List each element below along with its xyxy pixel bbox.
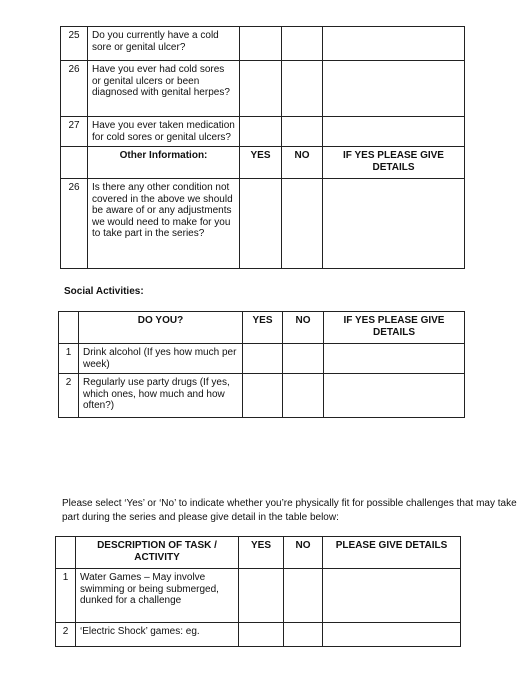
details-cell[interactable]	[323, 117, 465, 147]
yes-header: YES	[240, 147, 282, 179]
table-row	[61, 61, 465, 117]
no-cell[interactable]	[282, 27, 323, 61]
no-header: NO	[283, 312, 324, 344]
no-cell[interactable]	[282, 117, 323, 147]
table-row	[59, 344, 465, 374]
details-header: PLEASE GIVE DETAILS	[323, 537, 461, 569]
no-cell[interactable]	[284, 569, 323, 623]
question-text: Have you ever had cold sores or genital ulcers or been diagnosed with genital herpes?	[88, 61, 240, 117]
question-text: Have you ever taken medication for cold sores or genital ulcers?	[88, 117, 240, 147]
physical-challenges-table	[55, 536, 461, 647]
row-number: 2	[59, 374, 79, 418]
row-number: 25	[61, 27, 88, 61]
details-cell[interactable]	[323, 623, 461, 647]
row-number: 26	[61, 61, 88, 117]
header-row	[56, 537, 461, 569]
header-spacer	[59, 312, 79, 344]
no-cell[interactable]	[284, 623, 323, 647]
table-row	[56, 569, 461, 623]
social-activities-table	[58, 311, 465, 418]
yes-cell[interactable]	[240, 27, 282, 61]
yes-header: YES	[239, 537, 284, 569]
yes-cell[interactable]	[243, 374, 283, 418]
yes-cell[interactable]	[239, 569, 284, 623]
details-cell[interactable]	[324, 374, 465, 418]
details-cell[interactable]	[323, 179, 465, 269]
row-number: 2	[56, 623, 76, 647]
yes-cell[interactable]	[240, 179, 282, 269]
section-title: Other Information:	[88, 147, 240, 179]
question-text: ‘Electric Shock’ games: eg.	[76, 623, 239, 647]
no-header: NO	[282, 147, 323, 179]
question-text: Water Games – May involve swimming or being submerged, dunked for a challenge	[76, 569, 239, 623]
yes-cell[interactable]	[240, 61, 282, 117]
table-row	[56, 623, 461, 647]
details-header: IF YES PLEASE GIVE DETAILS	[324, 312, 465, 344]
table-row	[61, 27, 465, 61]
details-cell[interactable]	[323, 569, 461, 623]
details-cell[interactable]	[323, 27, 465, 61]
table-row	[59, 374, 465, 418]
details-cell[interactable]	[323, 61, 465, 117]
no-header: NO	[284, 537, 323, 569]
row-number: 1	[56, 569, 76, 623]
header-spacer	[56, 537, 76, 569]
no-cell[interactable]	[283, 374, 324, 418]
question-text: Is there any other condition not covered in the above we should be aware of or any adjustments we would need to make for you to take part in the series?	[88, 179, 240, 269]
yes-cell[interactable]	[239, 623, 284, 647]
health-questions-table	[60, 26, 465, 269]
row-number: 26	[61, 179, 88, 269]
social-activities-heading: Social Activities:	[64, 286, 144, 297]
row-number: 1	[59, 344, 79, 374]
no-cell[interactable]	[283, 344, 324, 374]
details-cell[interactable]	[324, 344, 465, 374]
header-spacer	[61, 147, 88, 179]
question-text: Do you currently have a cold sore or genital ulcer?	[88, 27, 240, 61]
details-header: IF YES PLEASE GIVE DETAILS	[323, 147, 465, 179]
yes-header: YES	[243, 312, 283, 344]
no-cell[interactable]	[282, 179, 323, 269]
table-row	[61, 179, 465, 269]
task-description-header: DESCRIPTION OF TASK / ACTIVITY	[76, 537, 239, 569]
question-text: Regularly use party drugs (If yes, which ones, how much and how often?)	[79, 374, 243, 418]
section-header-row	[61, 147, 465, 179]
header-row	[59, 312, 465, 344]
row-number: 27	[61, 117, 88, 147]
table-row	[61, 117, 465, 147]
yes-cell[interactable]	[240, 117, 282, 147]
no-cell[interactable]	[282, 61, 323, 117]
instruction-text: Please select ‘Yes’ or ‘No’ to indicate whether you’re physically fit for possible challenges that may take part during the series and please give detail in the table below:	[62, 498, 517, 523]
yes-cell[interactable]	[243, 344, 283, 374]
question-text: Drink alcohol (If yes how much per week)	[79, 344, 243, 374]
do-you-header: DO YOU?	[79, 312, 243, 344]
